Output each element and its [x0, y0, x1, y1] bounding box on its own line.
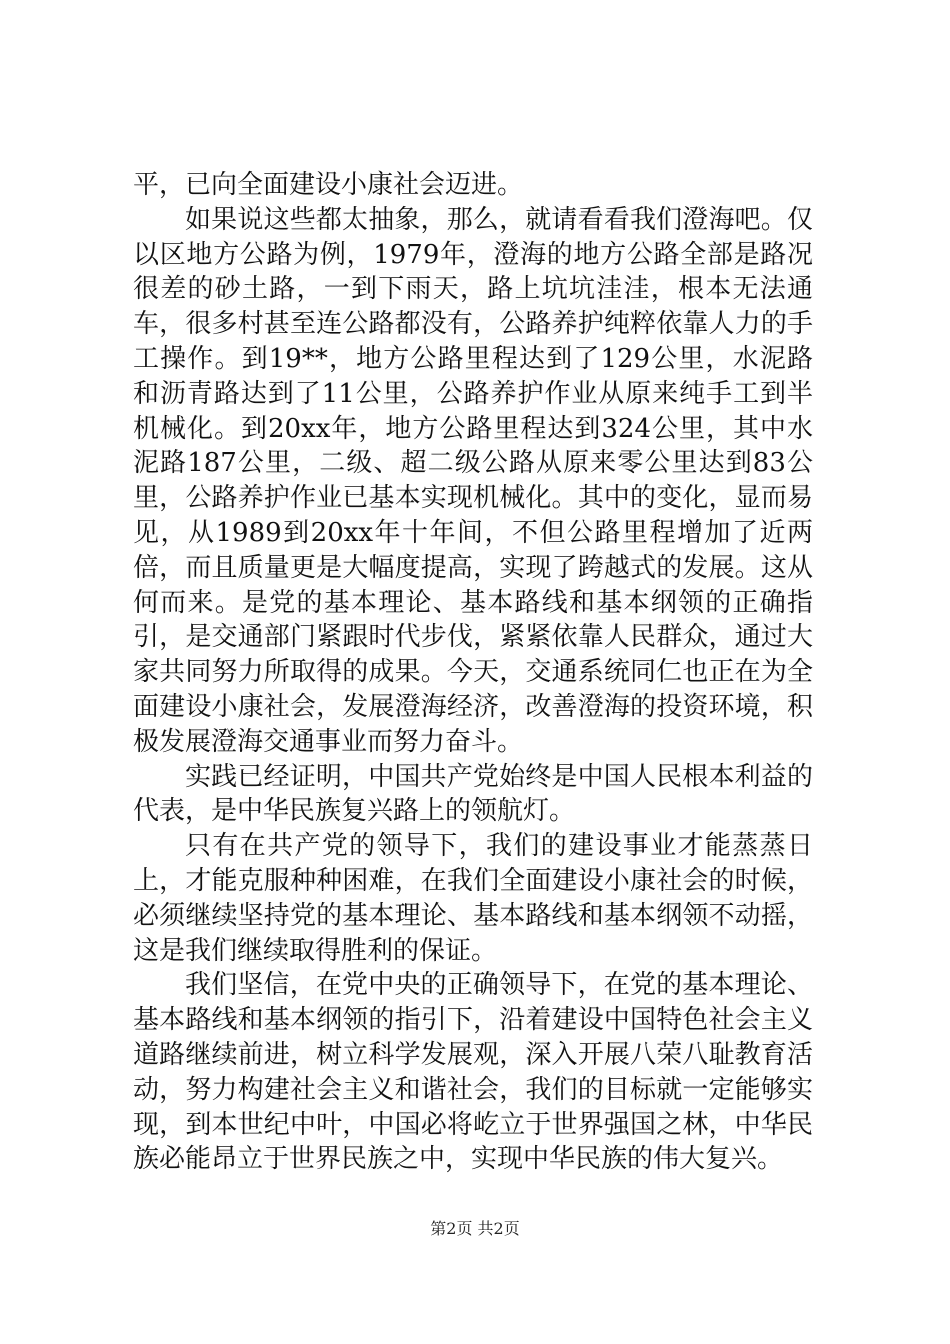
paragraph-chenghai-roads: 如果说这些都太抽象，那么，就请看看我们澄海吧。仅以区地方公路为例，1979年，澄海的地方公路全部是路况很差的砂土路，一到下雨天，路上坑坑洼洼，根本无法通车，很多村甚至连公路都没有，公路养护纯粹依靠人力的手工操作。到19**，地方公路里程达到了129公里，水泥路和沥青路达到了11公里，公路养护作业从原来纯手工到半机械化。到20xx年，地方公路里程达到324公里，其中水泥路187公里，二级、超二级公路从原来零公里达到83公里，公路养护作业已基本实现机械化。其中的变化，显而易见，从1989到20xx年十年间，不但公路里程增加了近两倍，而且质量更是大幅度提高，实现了跨越式的发展。这从何而来。是党的基本理论、基本路线和基本纲领的正确指引，是交通部门紧跟时代步伐，紧紧依靠人民群众，通过大家共同努力所取得的成果。今天，交通系统同仁也正在为全面建设小康社会，发展澄海经济，改善澄海的投资环境，积极发展澄海交通事业而努力奋斗。	[133, 204, 813, 757]
paragraph-party-leadership: 只有在共产党的领导下，我们的建设事业才能蒸蒸日上，才能克服种种困难，在我们全面建设小康社会的时候，必须继续坚持党的基本理论、基本路线和基本纲领不动摇，这是我们继续取得胜利的保证。	[133, 831, 813, 966]
page-number-footer: 第2页 共2页	[430, 1219, 520, 1238]
paragraph-practice-proven: 实践已经证明，中国共产党始终是中国人民根本利益的代表，是中华民族复兴路上的领航灯。	[133, 761, 813, 827]
paragraph-conviction: 我们坚信，在党中央的正确领导下，在党的基本理论、基本路线和基本纲领的指引下，沿着建设中国特色社会主义道路继续前进，树立科学发展观，深入开展八荣八耻教育活动，努力构建社会主义和谐社会，我们的目标就一定能够实现，到本世纪中叶，中国必将屹立于世界强国之林，中华民族必能昂立于世界民族之中，实现中华民族的伟大复兴。	[133, 970, 813, 1175]
document-body	[133, 168, 813, 1177]
paragraph-continuation: 平，已向全面建设小康社会迈进。	[133, 170, 524, 200]
